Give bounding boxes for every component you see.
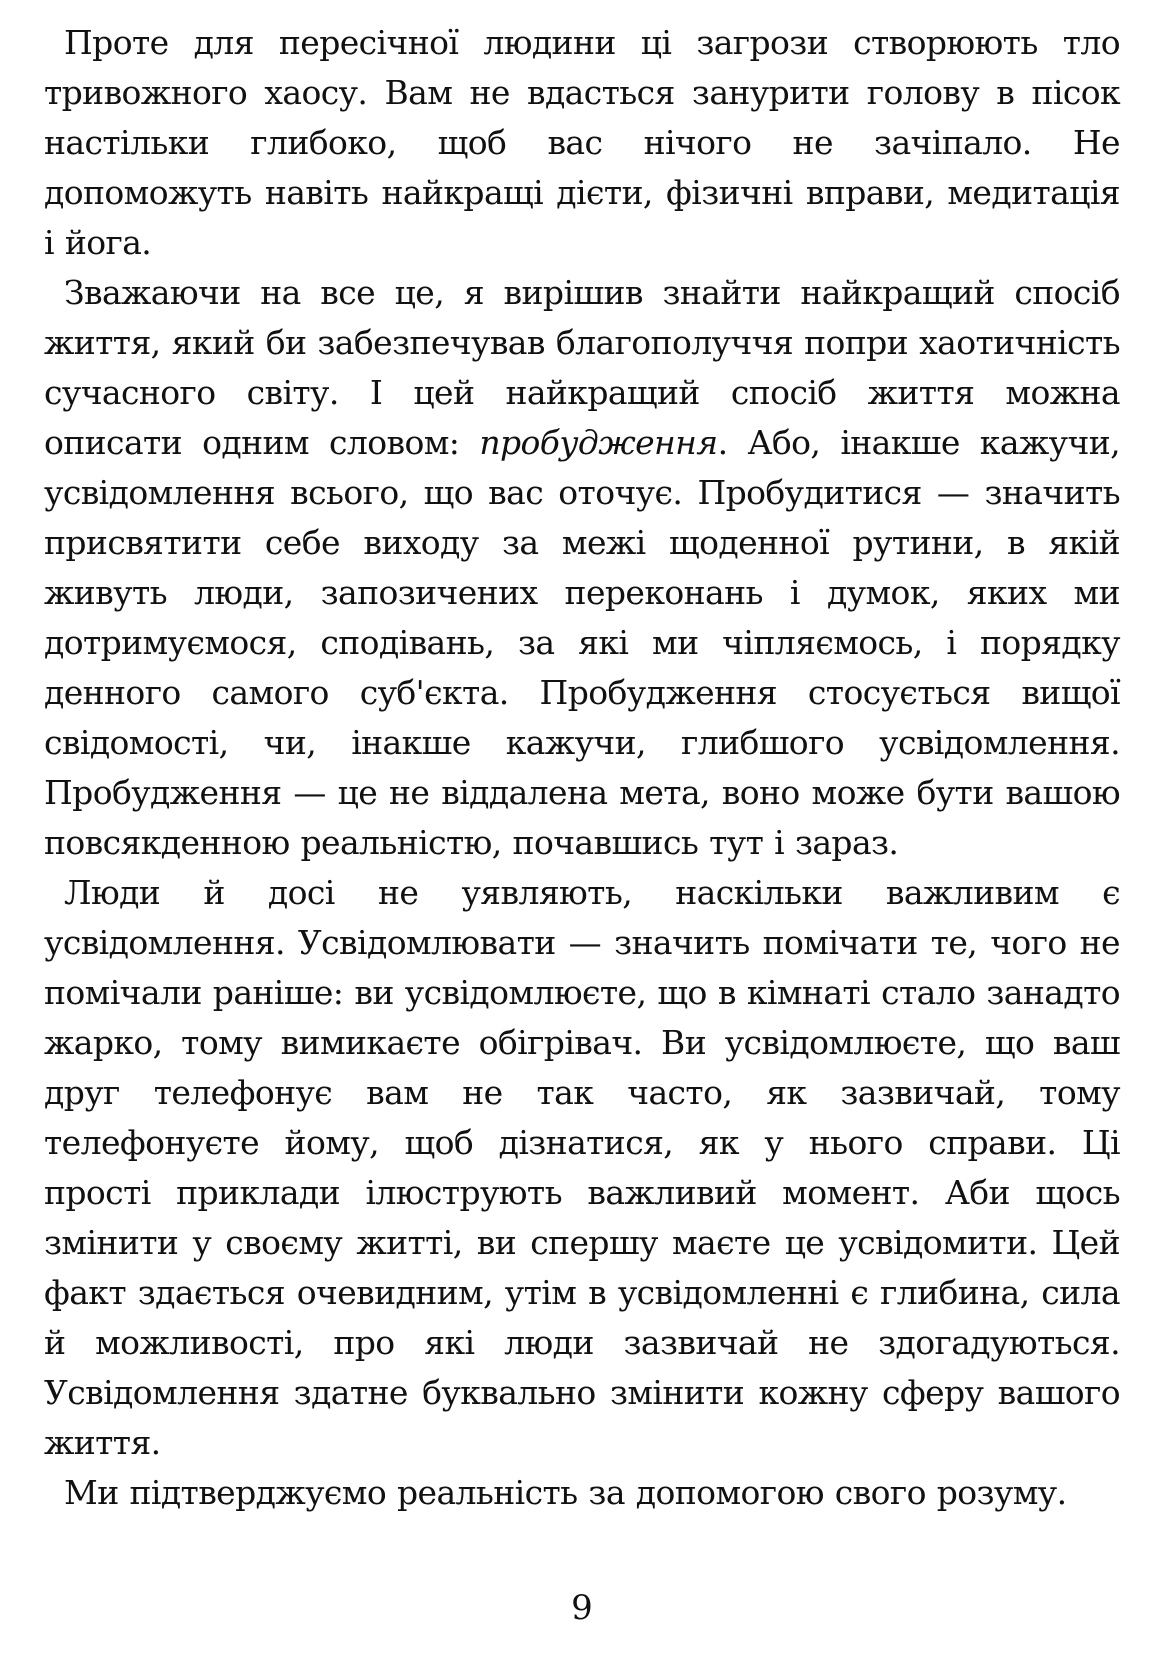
page-number: 9 — [571, 1588, 593, 1628]
paragraph-3 — [44, 868, 1120, 1468]
book-page — [44, 18, 1120, 1578]
paragraph-4-text: Ми підтверджуємо реальність за допомогою свого розуму. — [64, 1473, 1067, 1512]
paragraph-1 — [44, 18, 1120, 268]
paragraph-3-text: Люди й досі не уявляють, наскільки важливим є усвідомлення. Усвідомлювати — значить помічати те, чого не помічали раніше: ви усвідомлюєте, що в кімнаті стало занадто жарко, тому вимикаєте обігрівач. Ви усвідомлюєте, що ваш друг телефонує вам не так часто, як зазвичай, тому телефонуєте йому, щоб дізнатися, як у нього справи. Ці прості приклади ілюструють важливий момент. Аби щось змінити у своєму житті, ви спершу маєте це усвідомити. Цей факт здається очевидним, утім в усвідомленні є глибина, сила й можливості, про які люди зазвичай не здогадуються. Усвідомлення здатне буквально змінити кожну сферу вашого життя. — [44, 873, 1120, 1462]
paragraph-2-text-start: Зважаючи на все це, я вирішив знайти найкращий спосіб життя, який би забезпечував благополуччя попри хаотичність сучасного світу. І цей найкращий спосіб життя можна описати одним словом: — [44, 273, 1120, 462]
paragraph-1-text: Проте для пересічної людини ці загрози створюють тло тривожного хаосу. Вам не вдасться занурити голову в пісок настільки глибоко, щоб вас нічого не зачіпало. Не допоможуть навіть найкращі дієти, фізичні вправи, медитація і йога. — [44, 23, 1120, 262]
paragraph-2-text-end: . Або, інакше кажучи, усвідомлення всього, що вас оточує. Пробудитися — значить присвятити себе виходу за межі щоденної рутини, в якій живуть люди, запозичених переконань і думок, яких ми дотримуємося, сподівань, за які ми чіпляємось, і порядку денного самого суб'єкта. Пробудження стосується вищої свідомості, чи, інакше кажучи, глибшого усвідомлення. Пробудження — це не віддалена мета, воно може бути вашою повсякденною реальністю, почавшись тут і зараз. — [44, 423, 1120, 862]
paragraph-2 — [44, 268, 1120, 868]
paragraph-4 — [44, 1468, 1120, 1518]
paragraph-2-italic-term: пробудження — [479, 423, 718, 462]
